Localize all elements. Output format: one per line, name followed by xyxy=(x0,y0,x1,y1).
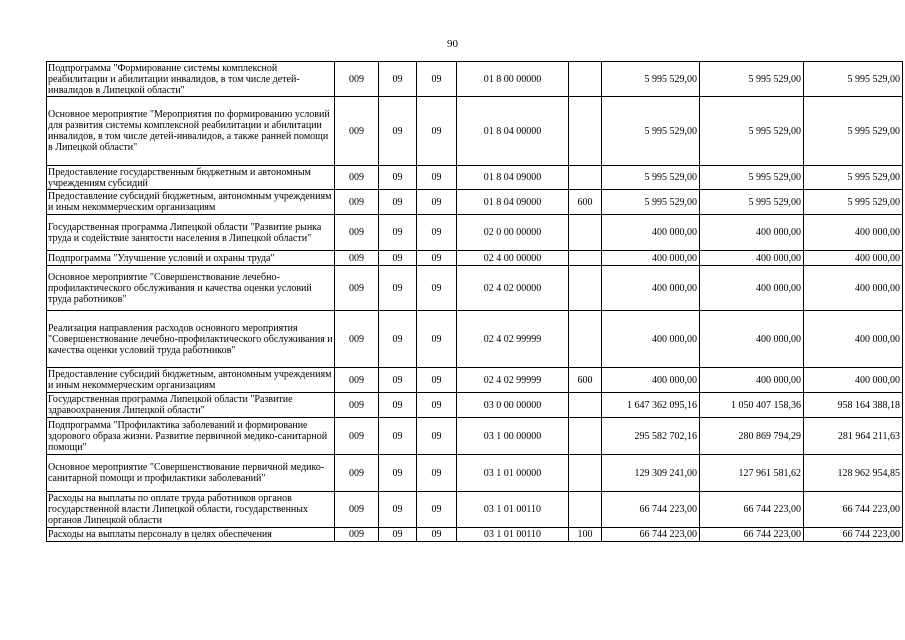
row-name: Расходы на выплаты персоналу в целях обеспечения xyxy=(47,528,335,542)
amount-year-3: 66 744 223,00 xyxy=(804,528,903,542)
subsection-code: 09 xyxy=(417,528,457,542)
row-name: Предоставление субсидий бюджетным, автономным учреждениям и иным некоммерческим организациям xyxy=(47,368,335,393)
section-code: 09 xyxy=(379,97,417,166)
amount-year-3: 400 000,00 xyxy=(804,215,903,251)
expense-type-code: 600 xyxy=(569,190,602,215)
subsection-code: 09 xyxy=(417,311,457,368)
admin-code: 009 xyxy=(335,393,379,418)
table-row xyxy=(47,393,903,418)
section-code: 09 xyxy=(379,266,417,311)
amount-year-2: 127 961 581,62 xyxy=(700,455,804,492)
table-row xyxy=(47,492,903,528)
subsection-code: 09 xyxy=(417,266,457,311)
amount-year-1: 5 995 529,00 xyxy=(602,190,700,215)
target-article-code: 02 4 00 00000 xyxy=(457,251,569,266)
section-code: 09 xyxy=(379,455,417,492)
amount-year-2: 400 000,00 xyxy=(700,266,804,311)
amount-year-2: 5 995 529,00 xyxy=(700,190,804,215)
section-code: 09 xyxy=(379,528,417,542)
page-number: 90 xyxy=(447,38,458,50)
amount-year-3: 400 000,00 xyxy=(804,311,903,368)
amount-year-3: 5 995 529,00 xyxy=(804,190,903,215)
admin-code: 009 xyxy=(335,311,379,368)
amount-year-1: 400 000,00 xyxy=(602,311,700,368)
table-row xyxy=(47,97,903,166)
expense-type-code xyxy=(569,97,602,166)
row-name: Предоставление субсидий бюджетным, автономным учреждениям и иным некоммерческим организациям xyxy=(47,190,335,215)
amount-year-2: 1 050 407 158,36 xyxy=(700,393,804,418)
subsection-code: 09 xyxy=(417,418,457,455)
subsection-code: 09 xyxy=(417,368,457,393)
target-article-code: 02 4 02 99999 xyxy=(457,368,569,393)
row-name: Основное мероприятие "Совершенствование лечебно-профилактического обслуживания и качества оценки условий труда работников" xyxy=(47,266,335,311)
section-code: 09 xyxy=(379,215,417,251)
expense-type-code xyxy=(569,215,602,251)
section-code: 09 xyxy=(379,492,417,528)
target-article-code: 01 8 04 09000 xyxy=(457,190,569,215)
amount-year-1: 5 995 529,00 xyxy=(602,97,700,166)
table-row xyxy=(47,62,903,97)
amount-year-2: 66 744 223,00 xyxy=(700,492,804,528)
amount-year-1: 400 000,00 xyxy=(602,251,700,266)
admin-code: 009 xyxy=(335,492,379,528)
table-row xyxy=(47,251,903,266)
amount-year-2: 400 000,00 xyxy=(700,368,804,393)
amount-year-1: 5 995 529,00 xyxy=(602,166,700,190)
section-code: 09 xyxy=(379,368,417,393)
amount-year-2: 400 000,00 xyxy=(700,215,804,251)
amount-year-3: 400 000,00 xyxy=(804,368,903,393)
table-row xyxy=(47,266,903,311)
subsection-code: 09 xyxy=(417,62,457,97)
table-row xyxy=(47,418,903,455)
amount-year-1: 295 582 702,16 xyxy=(602,418,700,455)
amount-year-2: 5 995 529,00 xyxy=(700,62,804,97)
amount-year-3: 5 995 529,00 xyxy=(804,166,903,190)
amount-year-2: 400 000,00 xyxy=(700,311,804,368)
subsection-code: 09 xyxy=(417,97,457,166)
section-code: 09 xyxy=(379,251,417,266)
amount-year-2: 66 744 223,00 xyxy=(700,528,804,542)
expense-type-code xyxy=(569,62,602,97)
admin-code: 009 xyxy=(335,368,379,393)
table-row xyxy=(47,528,903,542)
subsection-code: 09 xyxy=(417,393,457,418)
admin-code: 009 xyxy=(335,455,379,492)
target-article-code: 01 8 04 00000 xyxy=(457,97,569,166)
target-article-code: 01 8 00 00000 xyxy=(457,62,569,97)
row-name: Расходы на выплаты по оплате труда работников органов государственной власти Липецкой области, государственных органов Липецкой области xyxy=(47,492,335,528)
target-article-code: 03 1 01 00110 xyxy=(457,528,569,542)
amount-year-3: 281 964 211,63 xyxy=(804,418,903,455)
admin-code: 009 xyxy=(335,215,379,251)
amount-year-3: 66 744 223,00 xyxy=(804,492,903,528)
subsection-code: 09 xyxy=(417,251,457,266)
row-name: Предоставление государственным бюджетным и автономным учреждениям субсидий xyxy=(47,166,335,190)
table-row xyxy=(47,311,903,368)
target-article-code: 02 0 00 00000 xyxy=(457,215,569,251)
target-article-code: 02 4 02 00000 xyxy=(457,266,569,311)
admin-code: 009 xyxy=(335,190,379,215)
table-row xyxy=(47,215,903,251)
section-code: 09 xyxy=(379,62,417,97)
row-name: Подпрограмма "Формирование системы комплексной реабилитации и абилитации инвалидов, в том числе детей-инвалидов в Липецкой области" xyxy=(47,62,335,97)
admin-code: 009 xyxy=(335,251,379,266)
amount-year-1: 400 000,00 xyxy=(602,266,700,311)
target-article-code: 03 1 00 00000 xyxy=(457,418,569,455)
amount-year-3: 5 995 529,00 xyxy=(804,97,903,166)
amount-year-3: 400 000,00 xyxy=(804,266,903,311)
row-name: Государственная программа Липецкой области "Развитие рынка труда и содействие занятости населения в Липецкой области" xyxy=(47,215,335,251)
row-name: Государственная программа Липецкой области "Развитие здравоохранения Липецкой области" xyxy=(47,393,335,418)
amount-year-2: 5 995 529,00 xyxy=(700,97,804,166)
section-code: 09 xyxy=(379,311,417,368)
subsection-code: 09 xyxy=(417,215,457,251)
section-code: 09 xyxy=(379,166,417,190)
admin-code: 009 xyxy=(335,166,379,190)
admin-code: 009 xyxy=(335,266,379,311)
row-name: Подпрограмма "Профилактика заболеваний и формирование здорового образа жизни. Развитие первичной медико-санитарной помощи" xyxy=(47,418,335,455)
target-article-code: 03 1 01 00000 xyxy=(457,455,569,492)
amount-year-1: 5 995 529,00 xyxy=(602,62,700,97)
expense-type-code: 600 xyxy=(569,368,602,393)
admin-code: 009 xyxy=(335,97,379,166)
admin-code: 009 xyxy=(335,418,379,455)
amount-year-3: 5 995 529,00 xyxy=(804,62,903,97)
target-article-code: 01 8 04 09000 xyxy=(457,166,569,190)
budget-table xyxy=(46,61,903,542)
amount-year-2: 400 000,00 xyxy=(700,251,804,266)
amount-year-1: 400 000,00 xyxy=(602,215,700,251)
amount-year-3: 958 164 388,18 xyxy=(804,393,903,418)
admin-code: 009 xyxy=(335,528,379,542)
expense-type-code xyxy=(569,455,602,492)
amount-year-1: 66 744 223,00 xyxy=(602,492,700,528)
expense-type-code xyxy=(569,418,602,455)
section-code: 09 xyxy=(379,418,417,455)
amount-year-1: 129 309 241,00 xyxy=(602,455,700,492)
row-name: Подпрограмма "Улучшение условий и охраны труда" xyxy=(47,251,335,266)
expense-type-code: 100 xyxy=(569,528,602,542)
section-code: 09 xyxy=(379,393,417,418)
amount-year-3: 128 962 954,85 xyxy=(804,455,903,492)
expense-type-code xyxy=(569,393,602,418)
row-name: Реализация направления расходов основного мероприятия "Совершенствование лечебно-профилактического обслуживания и качества оценки условий труда работников" xyxy=(47,311,335,368)
table-row xyxy=(47,368,903,393)
target-article-code: 02 4 02 99999 xyxy=(457,311,569,368)
target-article-code: 03 1 01 00110 xyxy=(457,492,569,528)
table-row xyxy=(47,455,903,492)
section-code: 09 xyxy=(379,190,417,215)
table-row xyxy=(47,190,903,215)
row-name: Основное мероприятие "Мероприятия по формированию условий для развития системы комплексной реабилитации и абилитации инвалидов, в том числе детей-инвалидов, а также ранней помощи в Липецкой области" xyxy=(47,97,335,166)
subsection-code: 09 xyxy=(417,190,457,215)
row-name: Основное мероприятие "Совершенствование первичной медико-санитарной помощи и профилактики заболеваний" xyxy=(47,455,335,492)
amount-year-2: 280 869 794,29 xyxy=(700,418,804,455)
admin-code: 009 xyxy=(335,62,379,97)
amount-year-1: 1 647 362 095,16 xyxy=(602,393,700,418)
amount-year-1: 400 000,00 xyxy=(602,368,700,393)
amount-year-3: 400 000,00 xyxy=(804,251,903,266)
subsection-code: 09 xyxy=(417,166,457,190)
amount-year-1: 66 744 223,00 xyxy=(602,528,700,542)
expense-type-code xyxy=(569,311,602,368)
expense-type-code xyxy=(569,166,602,190)
subsection-code: 09 xyxy=(417,455,457,492)
expense-type-code xyxy=(569,492,602,528)
target-article-code: 03 0 00 00000 xyxy=(457,393,569,418)
subsection-code: 09 xyxy=(417,492,457,528)
expense-type-code xyxy=(569,251,602,266)
table-row xyxy=(47,166,903,190)
expense-type-code xyxy=(569,266,602,311)
amount-year-2: 5 995 529,00 xyxy=(700,166,804,190)
